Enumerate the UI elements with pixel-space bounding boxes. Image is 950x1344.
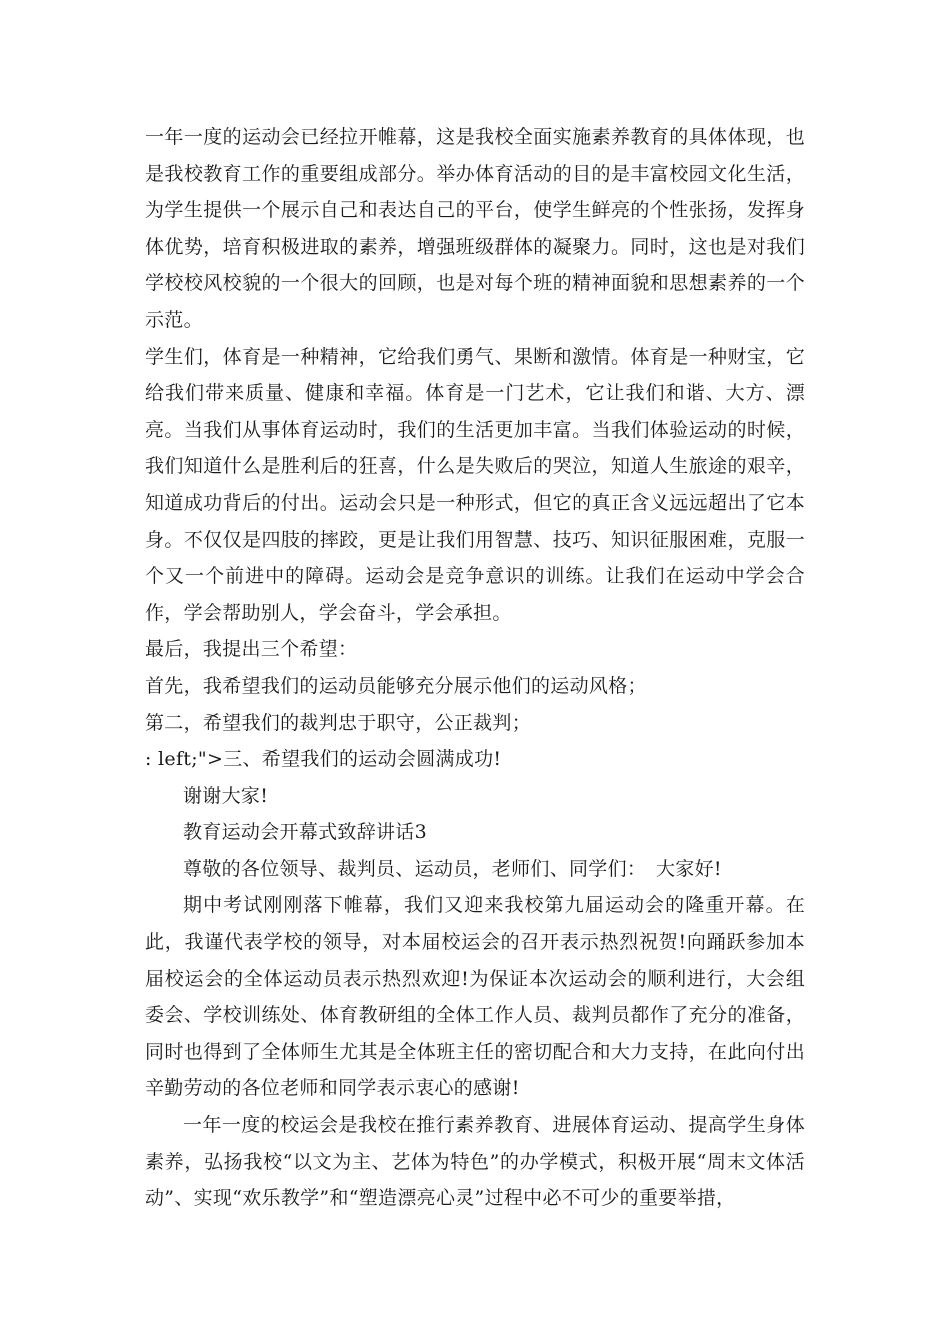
speech-greeting: 尊敬的各位领导、裁判员、运动员，老师们、同学们： 大家好! xyxy=(183,857,722,880)
paragraph-three-hopes-intro: 最后，我提出三个希望： xyxy=(145,638,358,661)
paragraph-hope-third: : left;">三、希望我们的运动会圆满成功! xyxy=(145,748,502,771)
paragraph-hope-first: 首先，我希望我们的运动员能够充分展示他们的运动风格； xyxy=(145,674,647,697)
document-body xyxy=(145,119,805,1217)
speech-title: 教育运动会开幕式致辞讲话3 xyxy=(183,821,427,844)
paragraph-hope-second: 第二，希望我们的裁判忠于职守，公正裁判； xyxy=(145,711,532,734)
paragraph-opening: 一年一度的运动会已经拉开帷幕，这是我校全面实施素养教育的具体体现，也是我校教育工作的重要组成部分。举办体育活动的目的是丰富校园文化生活，为学生提供一个展示自己和表达自己的平台，使学生鲜亮的个性张扬，发挥身体优势，培育积极进取的素养，增强班级群体的凝聚力。同时，这也是对我们学校校风校貌的一个很大的回顾，也是对每个班的精神面貌和思想素养的一个示范。 xyxy=(145,126,805,331)
paragraph-school-sports-meet: 一年一度的校运会是我校在推行素养教育、进展体育运动、提高学生身体素养，弘扬我校“以文为主、艺体为特色”的办学模式，积极开展“周末文体活动”、实现“欢乐教学”和“塑造漂亮心灵”过程中必不可少的重要举措， xyxy=(145,1114,805,1210)
paragraph-sports-spirit: 学生们，体育是一种精神，它给我们勇气、果断和激情。体育是一种财宝，它给我们带来质量、健康和幸福。体育是一门艺术，它让我们和谐、大方、漂亮。当我们从事体育运动时，我们的生活更加丰富。当我们体验运动的时候，我们知道什么是胜利后的狂喜，什么是失败后的哭泣，知道人生旅途的艰辛，知道成功背后的付出。运动会只是一种形式，但它的真正含义远远超出了它本身。不仅仅是四肢的摔跤，更是让我们用智慧、技巧、知识征服困难，克服一个又一个前进中的障碍。运动会是竞争意识的训练。让我们在运动中学会合作，学会帮助别人，学会奋斗，学会承担。 xyxy=(145,345,805,624)
paragraph-opening-ceremony: 期中考试刚刚落下帷幕，我们又迎来我校第九届运动会的隆重开幕。在此，我谨代表学校的领导，对本届校运会的召开表示热烈祝贺!向踊跃参加本届校运会的全体运动员表示热烈欢迎!为保证本次运动会的顺利进行，大会组委会、学校训练处、体育教研组的全体工作人员、裁判员都作了充分的准备，同时也得到了全体师生尤其是全体班主任的密切配合和大力支持，在此向付出辛勤劳动的各位老师和同学表示衷心的感谢! xyxy=(145,894,805,1100)
paragraph-thanks: 谢谢大家! xyxy=(183,784,269,807)
